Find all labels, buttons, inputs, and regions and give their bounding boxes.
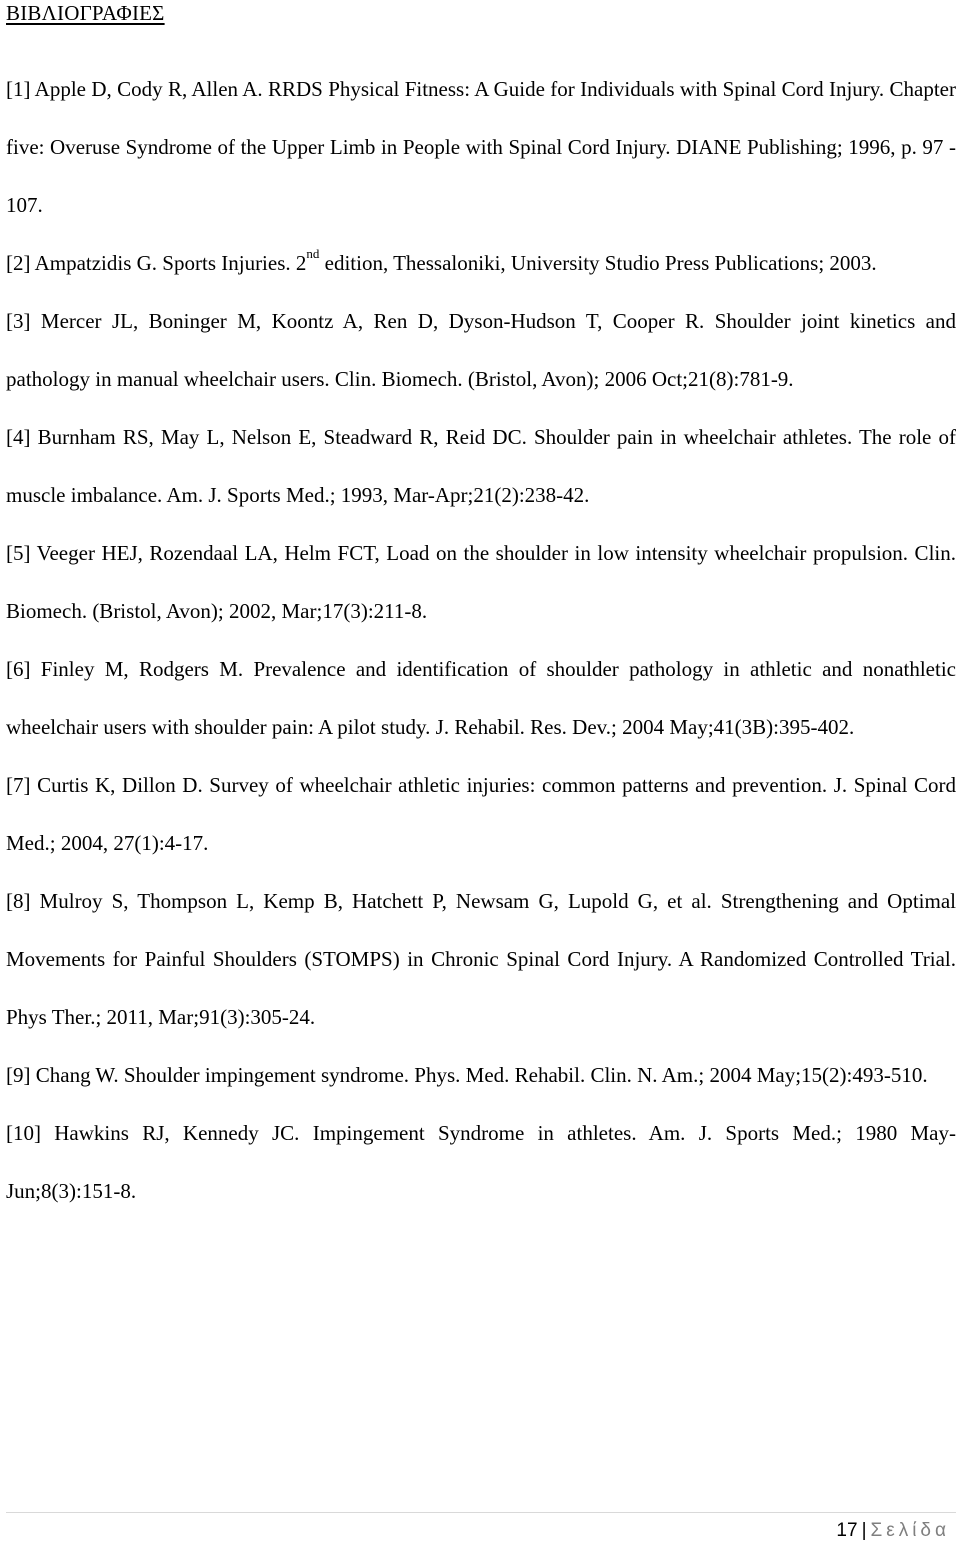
reference-8: [8] Mulroy S, Thompson L, Kemp B, Hatchett P, Newsam G, Lupold G, et al. Strengthening and Optimal Movements for Painful Shoulders (STOMPS) in Chronic Spinal Cord Injury. A Randomized Controlled Trial. Phys Ther.; 2011, Mar;91(3):305-24. <box>6 889 956 1029</box>
page-number: 17 <box>836 1520 858 1541</box>
reference-2-text-start: [2] Ampatzidis G. Sports Injuries. 2 <box>6 251 307 275</box>
reference-2-text-end: edition, Thessaloniki, University Studio Press Publications; 2003. <box>319 251 877 275</box>
reference-10: [10] Hawkins RJ, Kennedy JC. Impingement Syndrome in athletes. Am. J. Sports Med.; 1980 May-Jun;8(3):151-8. <box>6 1121 956 1203</box>
reference-6: [6] Finley M, Rodgers M. Prevalence and identification of shoulder pathology in athletic and nonathletic wheelchair users with shoulder pain: A pilot study. J. Rehabil. Res. Dev.; 2004 May;41(3B):395-402. <box>6 657 956 739</box>
page-footer <box>836 1519 950 1543</box>
footer-separator: | <box>861 1520 867 1541</box>
reference-5: [5] Veeger HEJ, Rozendaal LA, Helm FCT, Load on the shoulder in low intensity wheelchair propulsion. Clin. Biomech. (Bristol, Avon); 2002, Mar;17(3):211-8. <box>6 541 956 623</box>
reference-list <box>6 60 956 1220</box>
page-label: Σελίδα <box>870 1520 950 1541</box>
reference-2-superscript: nd <box>306 246 320 261</box>
reference-9: [9] Chang W. Shoulder impingement syndrome. Phys. Med. Rehabil. Clin. N. Am.; 2004 May;15(2):493-510. <box>6 1063 928 1087</box>
reference-4: [4] Burnham RS, May L, Nelson E, Steadward R, Reid DC. Shoulder pain in wheelchair athletes. The role of muscle imbalance. Am. J. Sports Med.; 1993, Mar-Apr;21(2):238-42. <box>6 425 956 507</box>
bibliography-heading: ΒΙΒΛΙΟΓΡΑΦΙΕΣ <box>6 1 165 25</box>
reference-3: [3] Mercer JL, Boninger M, Koontz A, Ren D, Dyson-Hudson T, Cooper R. Shoulder joint kinetics and pathology in manual wheelchair users. Clin. Biomech. (Bristol, Avon); 2006 Oct;21(8):781-9. <box>6 309 956 391</box>
footer-divider <box>6 1512 956 1513</box>
reference-1: [1] Apple D, Cody R, Allen A. RRDS Physical Fitness: A Guide for Individuals with Spinal Cord Injury. Chapter five: Overuse Syndrome of the Upper Limb in People with Spinal Cord Injury. DIANE Publishing; 1996, p. 97 - 107. <box>6 77 956 217</box>
reference-2 <box>6 234 956 292</box>
reference-7: [7] Curtis K, Dillon D. Survey of wheelchair athletic injuries: common patterns and prevention. J. Spinal Cord Med.; 2004, 27(1):4-17. <box>6 773 956 855</box>
